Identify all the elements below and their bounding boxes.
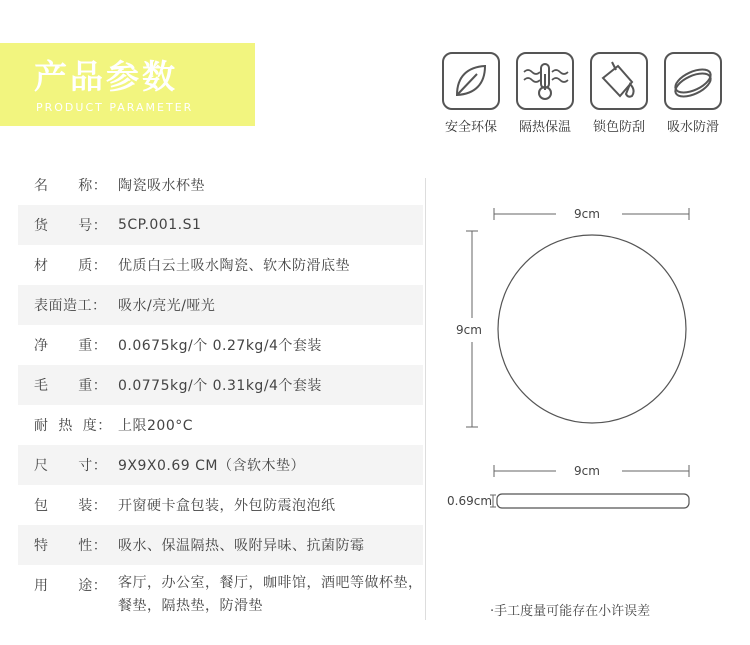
spec-value: 0.0775kg/个 0.31kg/4个套装 xyxy=(118,378,322,394)
dim-top-width: 9cm xyxy=(574,207,600,221)
spec-key: 材 质： xyxy=(34,258,108,274)
spec-key: 净 重： xyxy=(34,338,108,354)
feature-label: 锁色防刮 xyxy=(592,120,645,135)
spec-value: 吸水、保温隔热、吸附异味、抗菌防霉 xyxy=(118,538,365,554)
feature-label: 隔热保温 xyxy=(518,120,571,135)
banner-subtitle: PRODUCT PARAMETER xyxy=(36,101,194,114)
spec-key: 表面造工： xyxy=(34,298,107,314)
spec-key: 用 途： xyxy=(34,578,108,594)
spec-value: 0.0675kg/个 0.27kg/4个套装 xyxy=(118,338,322,354)
spec-value: 上限200°C xyxy=(118,418,193,434)
spec-key: 尺 寸： xyxy=(34,458,108,474)
banner-title: 产品参数 xyxy=(34,57,178,96)
spec-key: 特 性： xyxy=(34,538,108,554)
spec-key: 毛 重： xyxy=(34,378,108,394)
spec-value: 吸水/亮光/哑光 xyxy=(118,298,216,314)
feature-label: 安全环保 xyxy=(444,120,497,135)
spec-value: 9X9X0.69 CM（含软木垫） xyxy=(118,458,305,474)
spec-value: 5CP.001.S1 xyxy=(118,217,202,233)
spec-key: 包 装： xyxy=(34,498,108,514)
spec-value: 陶瓷吸水杯垫 xyxy=(118,178,205,194)
measurement-note: ·手工度量可能存在小许误差 xyxy=(490,604,651,619)
dim-thickness: 0.69cm xyxy=(447,494,493,508)
feature-label: 吸水防滑 xyxy=(666,120,719,135)
spec-value: 开窗硬卡盒包装，外包防震泡泡纸 xyxy=(118,498,336,514)
spec-key: 耐 热 度： xyxy=(34,418,112,434)
dim-side-width: 9cm xyxy=(574,464,600,478)
spec-key: 名 称： xyxy=(34,178,108,194)
spec-key: 货 号： xyxy=(34,218,108,234)
spec-value: 客厅，办公室，餐厅，咖啡馆，酒吧等做杯垫，餐垫，隔热垫，防滑垫 xyxy=(118,575,423,614)
spec-value: 优质白云土吸水陶瓷、软木防滑底垫 xyxy=(118,258,350,274)
dim-top-height: 9cm xyxy=(456,323,482,337)
